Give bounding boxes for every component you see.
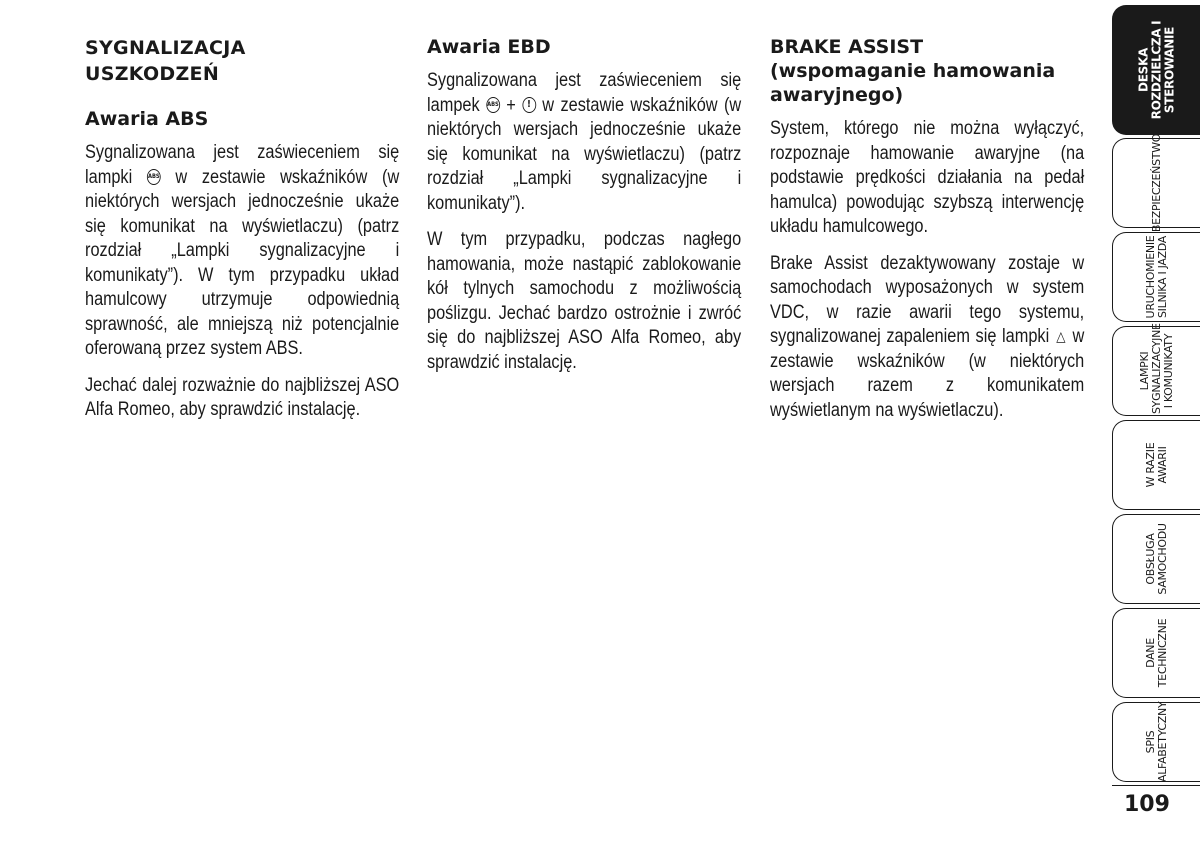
tab-uruchomienie[interactable]: URUCHOMIENIE SILNIKA I JAZDA: [1112, 232, 1200, 322]
tab-obsluga[interactable]: OBSŁUGA SAMOCHODU: [1112, 514, 1200, 604]
abs-paragraph-1: Sygnalizowana jest zaświeceniem się lampki ABS w zestawie wskaźników (w niektórych wersjach jednocześnie ukaże się komunikat na wyświetlaczu) (patrz rozdział „Lampki sygnalizacyjne i komunikaty”). W tym przypadku układ hamulcowy utrzymuje odpowiednią sprawność, ale mniejszą niż potencjalnie oferowaną przez system ABS.: [85, 142, 400, 359]
brake-assist-heading: BRAKE ASSIST (wspomaganie hamowania awaryjnego): [770, 36, 1056, 106]
column-ebd: [427, 30, 742, 387]
ebd-paragraph-1: Sygnalizowana jest zaświeceniem się lampek ABS + ! w zestawie wskaźników (w niektórych wersjach jednocześnie ukaże się komunikat na wyświetlaczu) (patrz rozdział „Lampki sygnalizacyjne i komunikaty”).: [427, 70, 742, 214]
ebd-paragraph-2: W tym przypadku, podczas nagłego hamowania, może nastąpić zablokowanie kół tylnych samochodu z możliwością poślizgu. Jechać bardzo ostrożnie i zwróć się do najbliższej ASO Alfa Romeo, aby sprawdzić instalację.: [427, 229, 742, 373]
brake-assist-paragraph-2: Brake Assist dezaktywowany zostaje w samochodach wyposażonych w system VDC, w razie awarii tego systemu, sygnalizowanej zapaleniem się lampki △ w zestawie wskaźników (w niektórych wersjach razem z komunikatem wyświetlanym na wyświetlaczu).: [770, 252, 1085, 421]
column-abs: [85, 30, 400, 435]
chapter-tabs: [1112, 0, 1200, 845]
section-title: SYGNALIZACJA USZKODZEŃ: [85, 37, 246, 85]
abs-warning-icon: ABS: [486, 97, 500, 113]
page-number: 109: [1124, 792, 1170, 817]
tab-w-razie-awarii[interactable]: W RAZIE AWARII: [1112, 420, 1200, 510]
vdc-warning-icon: △: [1056, 328, 1066, 345]
abs-heading: Awaria ABS: [85, 108, 209, 130]
column-brake-assist: [770, 30, 1085, 435]
tab-lampki[interactable]: LAMPKI SYGNALIZACYJNE I KOMUNIKATY: [1112, 326, 1200, 416]
tab-spis[interactable]: SPIS ALFABETYCZNY: [1112, 702, 1200, 782]
brake-warning-icon: !: [522, 97, 536, 113]
brake-assist-paragraph-1: System, którego nie można wyłączyć, rozpoznaje hamowanie awaryjne (na podstawie prędkości działania na pedał hamulca) powodując szybszą interwencję układu hamulcowego.: [770, 118, 1085, 237]
tab-bezpieczenstwo[interactable]: BEZPIECZEŃSTWO: [1112, 138, 1200, 228]
abs-paragraph-2: Jechać dalej rozważnie do najbliższej ASO Alfa Romeo, aby sprawdzić instalację.: [85, 374, 400, 420]
ebd-heading: Awaria EBD: [427, 36, 551, 58]
tab-deska-rozdzielcza[interactable]: DESKA ROZDZIELCZA I STEROWANIE: [1112, 5, 1200, 135]
divider: [1112, 785, 1200, 786]
tab-dane-techniczne[interactable]: DANE TECHNICZNE: [1112, 608, 1200, 698]
abs-warning-icon: ABS: [147, 169, 161, 185]
